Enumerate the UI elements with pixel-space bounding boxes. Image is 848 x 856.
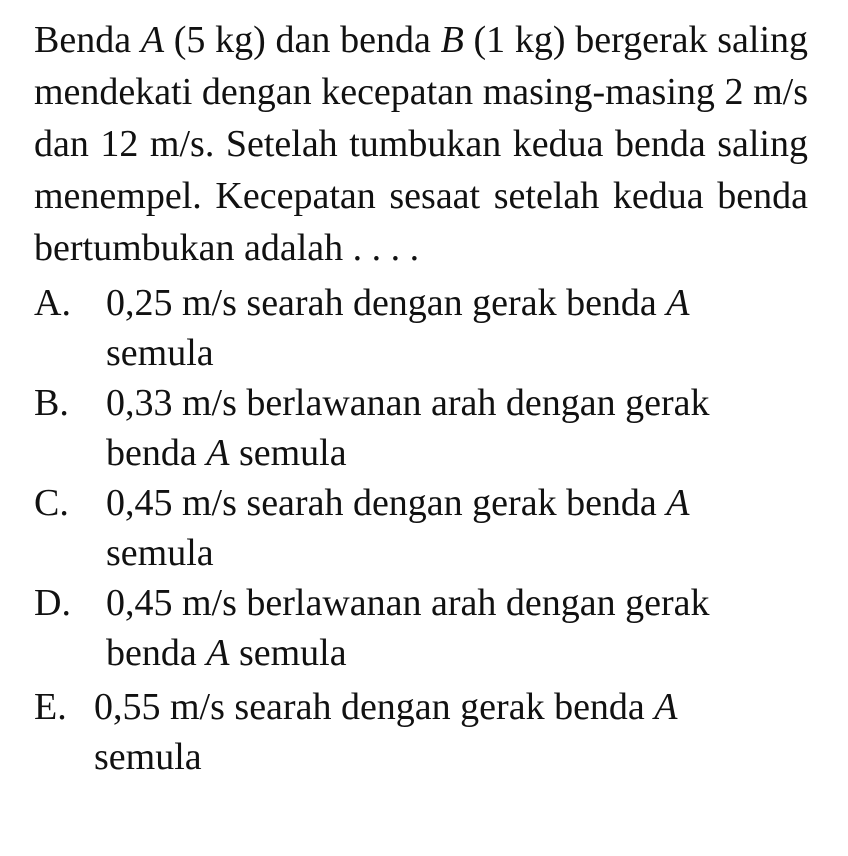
- option-b-letter: B.: [34, 382, 69, 424]
- question-var-b: B: [440, 19, 464, 61]
- option-d-line-2: semula: [229, 632, 347, 674]
- option-a-var: A: [666, 282, 690, 324]
- question-text: [34, 14, 808, 274]
- question-part-3: (1 kg) bergerak saling mendekati dengan kecepatan masing-masing 2 m/s dan 12 m/s. Setelah tumbukan kedua benda saling menempel. Kecepatan sesaat setelah kedua benda bertumbukan adalah . . . .: [34, 19, 808, 269]
- option-c[interactable]: [34, 478, 808, 578]
- option-e[interactable]: [34, 682, 808, 782]
- option-c-letter: C.: [34, 482, 69, 524]
- option-c-text: [106, 478, 808, 578]
- option-c-line-1: 0,45 m/s searah dengan gerak benda: [106, 482, 667, 524]
- option-d-line-2-wrap: [106, 628, 808, 678]
- question-part-2: (5 kg) dan benda: [164, 19, 441, 61]
- option-e-line-1: 0,55 m/s searah dengan gerak benda: [94, 686, 655, 728]
- option-d-line-2-pre: benda: [106, 632, 207, 674]
- option-d-text: [106, 578, 808, 678]
- question-var-a: A: [140, 19, 165, 61]
- option-e-var: A: [654, 686, 678, 728]
- option-e-line-2: semula: [94, 736, 202, 778]
- option-b-line-2-wrap: [106, 428, 808, 478]
- option-e-text: [94, 682, 808, 782]
- option-b-line-2-pre: benda: [106, 432, 207, 474]
- option-d-line-1: 0,45 m/s berlawanan arah dengan gerak: [106, 582, 710, 624]
- option-a-text: [106, 278, 808, 378]
- option-b[interactable]: [34, 378, 808, 478]
- option-c-line-2: semula: [106, 532, 214, 574]
- option-b-text: [106, 378, 808, 478]
- option-d-letter: D.: [34, 582, 71, 624]
- option-a-line-1: 0,25 m/s searah dengan gerak benda: [106, 282, 667, 324]
- option-d[interactable]: [34, 578, 808, 678]
- option-b-line-1: 0,33 m/s berlawanan arah dengan gerak: [106, 382, 710, 424]
- option-a-letter: A.: [34, 282, 71, 324]
- answer-options: [34, 278, 808, 782]
- option-b-line-2: semula: [229, 432, 347, 474]
- option-a[interactable]: [34, 278, 808, 378]
- option-b-var: A: [206, 432, 230, 474]
- option-c-var: A: [666, 482, 690, 524]
- option-a-line-2: semula: [106, 332, 214, 374]
- question-part-1: Benda: [34, 19, 141, 61]
- option-d-var: A: [206, 632, 230, 674]
- option-e-letter: E.: [34, 686, 67, 728]
